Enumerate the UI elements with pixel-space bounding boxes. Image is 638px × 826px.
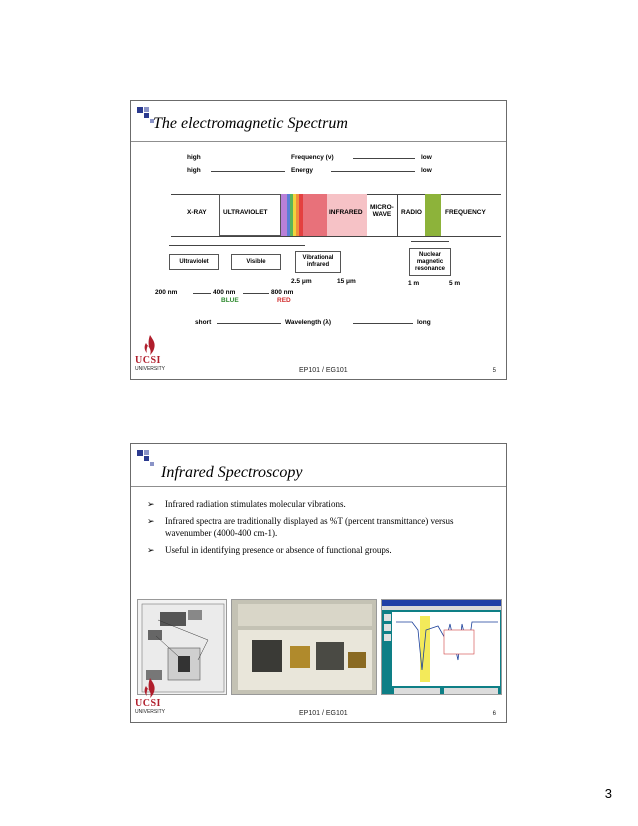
spectrometer-photo-image bbox=[231, 599, 377, 695]
connector-line bbox=[169, 245, 291, 246]
instrument-photo bbox=[232, 600, 377, 695]
slide-infrared-spectroscopy bbox=[130, 443, 507, 723]
scale-800nm: 800 nm bbox=[271, 289, 294, 296]
short-label: short bbox=[195, 319, 212, 326]
low-label: low bbox=[421, 154, 432, 161]
arrow-bullet-icon: ➢ bbox=[147, 499, 155, 509]
decor-square bbox=[144, 113, 149, 118]
page-number: 3 bbox=[604, 786, 612, 801]
low-label: low bbox=[421, 167, 432, 174]
spectrum-bottom-line bbox=[171, 236, 501, 237]
bullet-text: Useful in identifying presence or absence of functional groups. bbox=[165, 545, 392, 555]
scale-400nm: 400 nm bbox=[213, 289, 236, 296]
radio-region: RADIO bbox=[401, 209, 422, 216]
long-label: long bbox=[417, 319, 431, 326]
energy-arrow-line bbox=[331, 171, 415, 172]
logo-subtext: UNIVERSITY bbox=[135, 709, 166, 715]
slide-electromagnetic-spectrum bbox=[130, 100, 507, 380]
title-rule bbox=[131, 486, 507, 487]
nmr-band bbox=[425, 194, 441, 236]
connector-line bbox=[289, 245, 305, 246]
ucsi-logo bbox=[135, 678, 165, 718]
logo-text: UCSI bbox=[135, 355, 161, 366]
bullet-text: Infrared spectra are traditionally displayed as %T (percent transmittance) versus wavenumber (4000-400 cm-1). bbox=[165, 516, 454, 538]
flame-icon bbox=[143, 678, 157, 698]
slide-number: 6 bbox=[492, 711, 496, 717]
wavelength-label: Wavelength (λ) bbox=[285, 319, 331, 326]
uv-region: ULTRAVIOLET bbox=[223, 209, 268, 216]
logo-text: UCSI bbox=[135, 698, 161, 709]
connector-line bbox=[411, 241, 449, 242]
red-label: RED bbox=[277, 297, 291, 304]
xray-region: X-RAY bbox=[187, 209, 207, 216]
decor-square bbox=[144, 456, 149, 461]
band-divider bbox=[397, 194, 398, 236]
slide-number: 5 bbox=[492, 368, 496, 374]
decor-square bbox=[137, 450, 143, 456]
nmr-box: Nuclear magnetic resonance bbox=[409, 248, 451, 276]
high-label: high bbox=[187, 167, 201, 174]
scale-arrow-line bbox=[193, 293, 211, 294]
slide-title: The electromagnetic Spectrum bbox=[153, 115, 348, 132]
energy-label: Energy bbox=[291, 167, 314, 174]
software-screenshot bbox=[382, 600, 502, 695]
visible-box: Visible bbox=[231, 254, 281, 270]
ir-spectrum-software-image bbox=[381, 599, 502, 695]
logo-subtext: UNIVERSITY bbox=[135, 366, 166, 372]
decor-square bbox=[137, 107, 143, 113]
bullet-list bbox=[141, 498, 496, 561]
scale-200nm: 200 nm bbox=[155, 289, 178, 296]
scale-2-5um: 2.5 μm bbox=[291, 278, 312, 285]
frequency-arrow-line bbox=[353, 158, 415, 159]
scale-arrow-line bbox=[243, 293, 269, 294]
slide-footer: EP101 / EG101 bbox=[299, 710, 348, 717]
wavelength-arrow-line bbox=[217, 323, 281, 324]
blue-label: BLUE bbox=[221, 297, 239, 304]
bullet-item bbox=[141, 498, 496, 510]
infrared-region: INFRARED bbox=[329, 209, 363, 216]
bullet-item bbox=[141, 544, 496, 556]
wavelength-arrow-line bbox=[353, 323, 413, 324]
bullet-text: Infrared radiation stimulates molecular vibrations. bbox=[165, 499, 346, 509]
bullet-item bbox=[141, 515, 496, 539]
scale-1m: 1 m bbox=[408, 280, 420, 287]
frequency-label: Frequency (ν) bbox=[291, 154, 334, 161]
scale-15um: 15 μm bbox=[337, 278, 356, 285]
decor-square bbox=[150, 462, 154, 466]
vibrational-ir-band bbox=[303, 194, 327, 236]
slide-title: Infrared Spectroscopy bbox=[161, 464, 303, 481]
energy-arrow-line bbox=[211, 171, 285, 172]
arrow-bullet-icon: ➢ bbox=[147, 516, 155, 526]
flame-icon bbox=[143, 335, 157, 355]
scale-5m: 5 m bbox=[449, 280, 461, 287]
ultraviolet-box: Ultraviolet bbox=[169, 254, 219, 270]
arrow-bullet-icon: ➢ bbox=[147, 545, 155, 555]
ucsi-logo bbox=[135, 335, 165, 375]
decor-square bbox=[144, 107, 149, 112]
frequency-region: FREQUENCY bbox=[445, 209, 486, 216]
microwave-region: MICRO- WAVE bbox=[370, 204, 394, 218]
title-rule bbox=[131, 141, 507, 142]
decor-square bbox=[144, 450, 149, 455]
slide-footer: EP101 / EG101 bbox=[299, 367, 348, 374]
high-label: high bbox=[187, 154, 201, 161]
vibrational-infrared-box: Vibrational infrared bbox=[295, 251, 341, 273]
